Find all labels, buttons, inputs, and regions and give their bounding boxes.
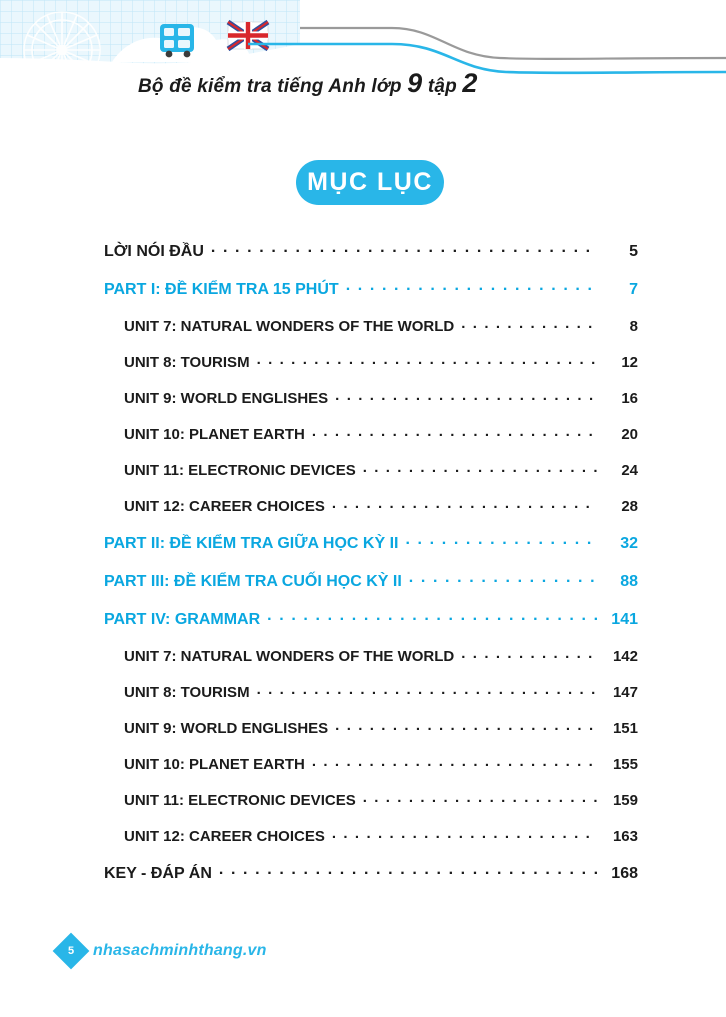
toc-leader-dots [363,460,597,475]
toc-entry-page: 159 [612,792,638,809]
toc-entry[interactable] [104,718,638,736]
toc-entry-label: UNIT 11: ELECTRONIC DEVICES [124,792,356,809]
toc-leader-dots [219,862,597,878]
toc-entry[interactable] [104,790,638,808]
toc-entry-label: UNIT 10: PLANET EARTH [124,426,305,443]
toc-entry-page: 24 [621,462,638,479]
toc-entry[interactable] [104,352,638,370]
toc-leader-dots [332,826,597,841]
book-title-grade: 9 [407,68,423,98]
toc-entry[interactable] [104,646,638,664]
toc-leader-dots [461,646,597,661]
toc-entry-label: UNIT 7: NATURAL WONDERS OF THE WORLD [124,648,455,665]
toc-entry[interactable] [104,278,638,298]
toc-entry-page: 5 [629,243,638,260]
toc-entry-label: UNIT 8: TOURISM [124,354,250,371]
toc-entry-page: 168 [611,865,638,882]
toc-leader-dots [257,352,597,367]
toc-entry-label: UNIT 11: ELECTRONIC DEVICES [124,462,356,479]
toc-leader-dots [332,496,597,511]
toc-entry-page: 20 [621,426,638,443]
toc-entry-label: UNIT 9: WORLD ENGLISHES [124,720,329,737]
toc-entry-page: 141 [611,611,638,628]
toc-entry-label: UNIT 12: CAREER CHOICES [124,498,325,515]
book-title-volume: 2 [462,68,478,98]
toc-leader-dots [312,424,597,439]
toc-entry-page: 88 [620,573,638,590]
toc-entry[interactable] [104,682,638,700]
toc-entry-label: UNIT 7: NATURAL WONDERS OF THE WORLD [124,318,455,335]
toc-entry[interactable] [104,826,638,844]
toc-leader-dots [461,316,597,331]
toc-entry[interactable] [104,316,638,334]
toc-entry[interactable] [104,388,638,406]
diamond-logo-icon [53,933,90,970]
toc-entry-page: 8 [629,318,638,335]
book-title-prefix: Bộ đề kiểm tra tiếng Anh lớp [138,76,402,97]
toc-entry-label: PART II: ĐỀ KIỂM TRA GIỮA HỌC KỲ II [104,535,399,552]
page-title [138,68,478,99]
toc-entry-page: 142 [612,648,638,665]
toc-leader-dots [267,608,597,624]
toc-leader-dots [257,682,597,697]
toc-entry-label: UNIT 9: WORLD ENGLISHES [124,390,329,407]
toc-entry[interactable] [104,240,638,260]
toc-leader-dots [405,532,597,548]
toc-entry-label: UNIT 12: CAREER CHOICES [124,828,325,845]
toc-leader-dots [335,388,597,403]
toc-entry-page: 12 [621,354,638,371]
toc-entry[interactable] [104,754,638,772]
logo-mark: 5 [67,945,75,957]
toc-entry-label: PART III: ĐỀ KIỂM TRA CUỐI HỌC KỲ II [104,573,402,590]
toc-entry[interactable] [104,496,638,514]
section-title-muc-luc [296,160,444,205]
toc-entry-label: PART IV: GRAMMAR [104,611,261,628]
toc-entry[interactable] [104,570,638,590]
toc-leader-dots [363,790,597,805]
toc-leader-dots [346,278,597,294]
toc-entry[interactable] [104,424,638,442]
toc-entry[interactable] [104,608,638,628]
toc-entry[interactable] [104,862,638,882]
toc-leader-dots [211,240,597,256]
footer-website-link[interactable]: nhasachminhthang.vn [93,942,267,959]
toc-leader-dots [409,570,597,586]
book-title-mid: tập [427,76,457,97]
toc-entry-page: 147 [612,684,638,701]
toc-entry-page: 28 [621,498,638,515]
toc-entry-page: 155 [612,756,638,773]
toc-entry-page: 151 [612,720,638,737]
table-of-contents [0,240,726,900]
footer [58,938,267,964]
toc-entry-page: 16 [621,390,638,407]
toc-entry-page: 7 [629,281,638,298]
toc-entry[interactable] [104,532,638,552]
toc-entry-label: KEY - ĐÁP ÁN [104,865,212,882]
header-decoration [0,0,726,130]
toc-entry-label: UNIT 8: TOURISM [124,684,250,701]
toc-entry-label: PART I: ĐỀ KIỂM TRA 15 PHÚT [104,281,339,298]
toc-entry[interactable] [104,460,638,478]
toc-leader-dots [335,718,597,733]
section-title-label: MỤC LỤC [307,168,433,196]
toc-entry-label: UNIT 10: PLANET EARTH [124,756,305,773]
toc-entry-page: 163 [612,828,638,845]
toc-leader-dots [312,754,597,769]
toc-entry-page: 32 [620,535,638,552]
toc-entry-label: LỜI NÓI ĐẦU [104,243,204,260]
